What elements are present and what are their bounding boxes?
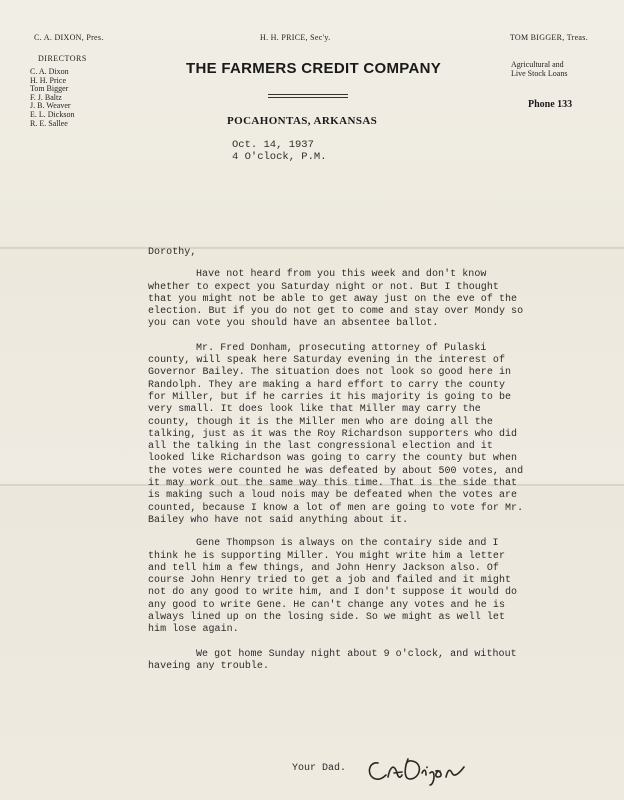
letter-body xyxy=(148,247,528,685)
closing: Your Dad. xyxy=(292,763,347,774)
paragraph: Have not heard from you this week and don't know whether to expect you Saturday night or not. But I thought that you might not be able to get away just on the eve of the election. But if you do not get to come and stay over Mondy so you can vote you should have an absentee ballot. xyxy=(148,269,524,330)
president-name: C. A. DIXON, Pres. xyxy=(34,33,104,42)
loans-line: Agricultural and xyxy=(511,60,564,69)
director-item: Tom Bigger xyxy=(30,84,69,94)
director-item: E. L. Dickson xyxy=(30,109,75,119)
director-item: F. J. Baltz xyxy=(30,92,62,102)
director-item: C. A. Dixon xyxy=(30,67,69,76)
letter-dateline xyxy=(232,139,327,163)
phone-number: Phone 133 xyxy=(528,99,573,110)
company-location: POCAHONTAS, ARKANSAS xyxy=(227,115,378,127)
secretary-name: H. H. PRICE, Sec'y. xyxy=(260,33,331,42)
letter-date: Oct. 14, 1937 xyxy=(232,139,314,151)
company-name: THE FARMERS CREDIT COMPANY xyxy=(186,60,442,77)
director-item: R. E. Sallee xyxy=(30,118,68,128)
paragraph: We got home Sunday night about 9 o'clock, and without haveing any trouble. xyxy=(148,648,517,672)
directors-list xyxy=(30,68,74,128)
header-rule xyxy=(268,97,348,98)
paragraph: Gene Thompson is always on the contairy side and I think he is supporting Miller. You might write him a letter and tell him a few things, and John Henry Jackson also. Of course John Henry tried to get a job and failed and it might not do any good to write him, and I don't suppose it would do any good to write Gene. He can't change any votes and he is always lined up on the losing side. So we might as well let him lose again. xyxy=(148,538,518,636)
treasurer-name: TOM BIGGER, Treas. xyxy=(509,33,588,42)
header-rule xyxy=(268,94,348,95)
salutation: Dorothy, xyxy=(148,247,197,258)
letter-time: 4 O'clock, P.M. xyxy=(232,151,327,163)
director-item: H. H. Price xyxy=(30,75,66,85)
directors-heading: DIRECTORS xyxy=(38,54,87,63)
loans-notice xyxy=(511,60,567,78)
paragraph: Mr. Fred Donham, prosecuting attorney of Pulaski county, will speak here Saturday evening in the interest of Governor Bailey. The situation does not look so good here in Randolph. They are making a hard effort to carry the county for Miller, but if he carries it his majority is going to be very small. It does look like that Miller may carry the county, though it is the Miller men who are doing all the talking, just as it was the Roy Richardson supporters who did all the talking in the last congressional election and it looked like Richardson was going to carry the county but when the votes were counted he was defeated by about 500 votes, and it may work out the same way this time. That is the side that is making such a loud nois may be defeated when the votes are counted, because I know a lot of men are going to vote for Mr. Bailey who have not said anything about it. xyxy=(148,342,524,526)
director-item: J. B. Weaver xyxy=(30,101,71,111)
signature xyxy=(364,749,472,789)
loans-line: Live Stock Loans xyxy=(511,69,568,78)
